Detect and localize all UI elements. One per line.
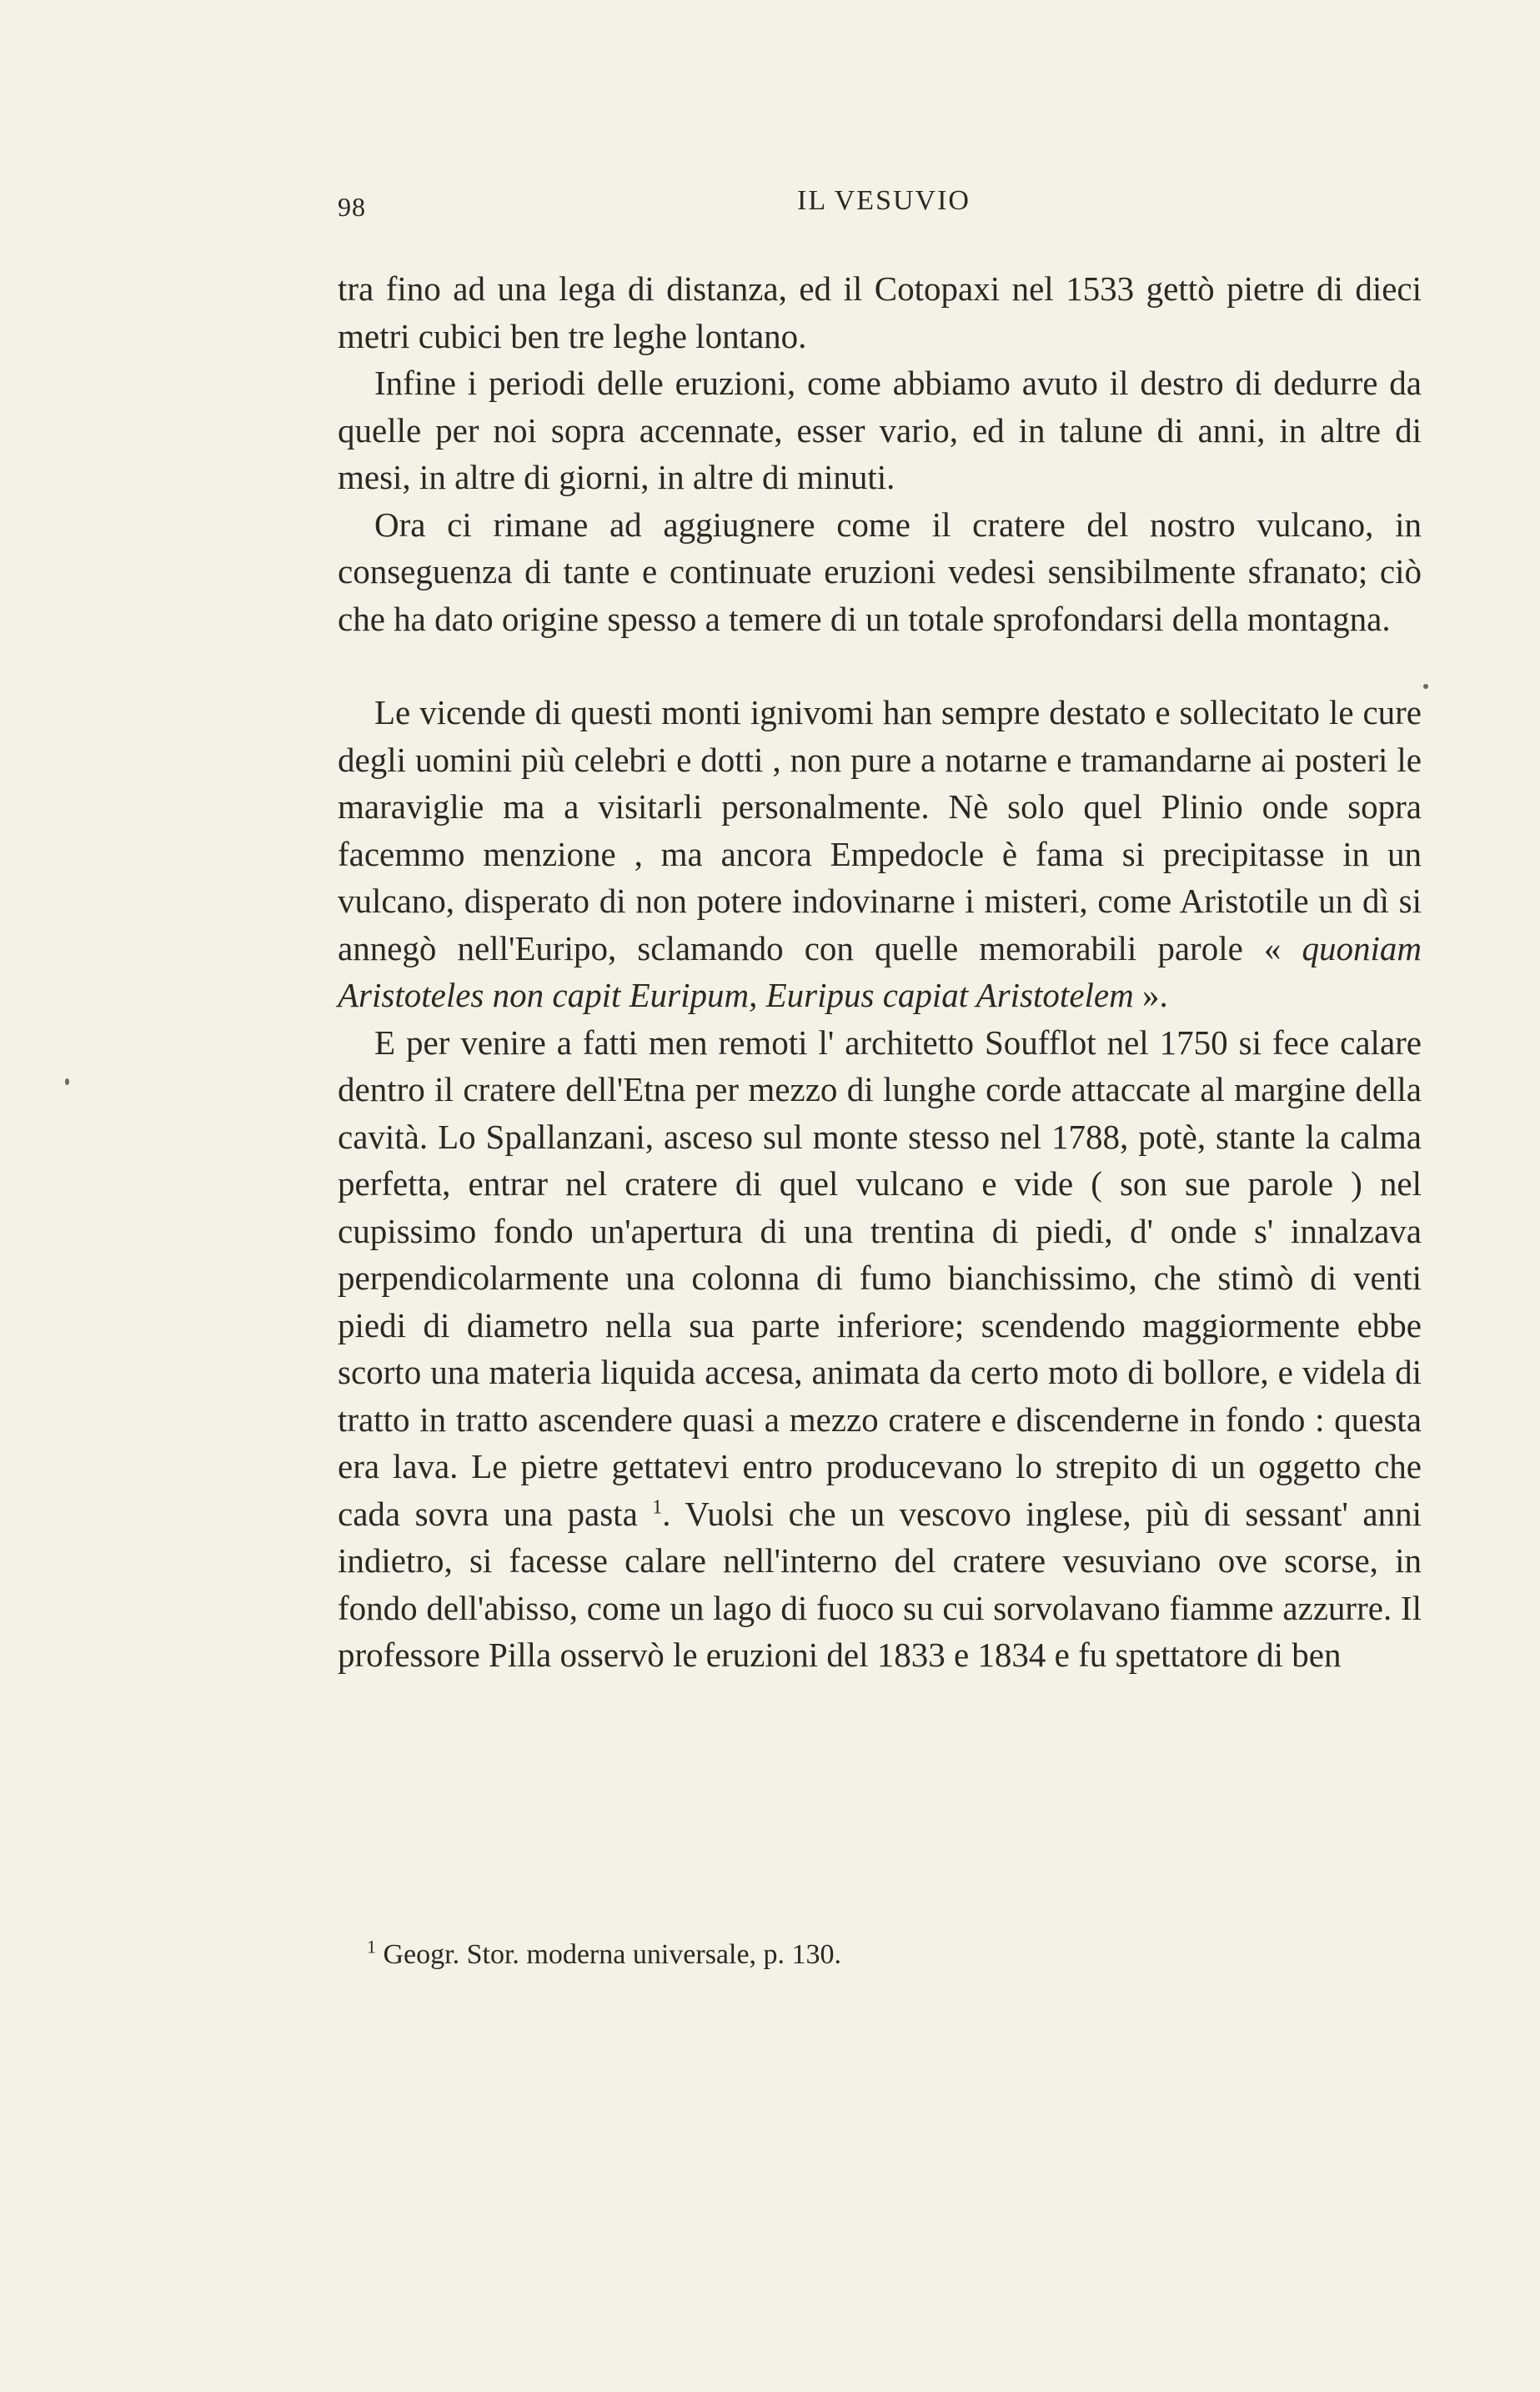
footnote-mark: 1 (367, 1936, 376, 1957)
paragraph-continuation: tra fino ad una lega di distanza, ed il Cotopaxi nel 1533 gettò pietre di dieci metri cubici ben tre leghe lontano. (338, 269, 1422, 355)
paragraph-crater-collapse: Ora ci rimane ad aggiugnere come il cratere del nostro vulcano, in conseguenza di tante e continuate eruzioni vedesi sensibilmente sfranato; ciò che ha dato origine spesso a temere di un totale sprofondarsi della montagna. (338, 505, 1422, 638)
paragraph-eruption-periods: Infine i periodi delle eruzioni, come abbiamo avuto il destro di dedurre da quelle per noi sopra accennate, esser vario, ed in talune di anni, in altre di mesi, in altre di giorni, in altre di minuti. (338, 364, 1422, 496)
latin-quote: quoniam Aristoteles non capit Euripum, Euripus capiat Aristotelem (338, 928, 1422, 1014)
page-header (338, 185, 1430, 227)
paragraph-famous-visitors (338, 689, 1422, 1019)
footnote (367, 1937, 1417, 1973)
page-number: 98 (338, 192, 366, 222)
body-text (338, 265, 1422, 1679)
paragraph-crater-explorers (338, 1019, 1422, 1679)
paper-speck (65, 1078, 69, 1085)
paragraph-text: Le vicende di questi monti ignivomi han sempre destato e sollecitato le cure degli uomini più celebri e dotti , non pure a notarne e tramandarne ai posteri le maraviglie ma a visitarli personalmente. Nè solo quel Plinio onde sopra facemmo menzione , ma ancora Empedocle è fama si precipitasse in un vulcano, disperato di non potere indovinarne i misteri, come Aristotile un dì si annegò nell'Euripo, sclamando con quelle memorabili parole « (338, 693, 1422, 967)
paragraph-text-end: ». (1141, 976, 1168, 1014)
paper-speck (1423, 684, 1428, 689)
footnote-reference[interactable]: 1 (652, 1495, 663, 1518)
footnote-text: Geogr. Stor. moderna universale, p. 130. (383, 1939, 842, 1970)
paragraph-text-end: . Vuolsi che un vescovo inglese, più di sessant' anni indietro, si facesse calare nell'interno del cratere vesuviano ove scorse, in fondo dell'abisso, come un lago di fuoco su cui sorvolavano fiamme azzurre. Il professore Pilla osservò le eruzioni del 1833 e 1834 e fu spettatore di ben (338, 1494, 1422, 1674)
paragraph-text: E per venire a fatti men remoti l' architetto Soufflot nel 1750 si fece calare dentro il cratere dell'Etna per mezzo di lunghe corde attaccate al margine della cavità. Lo Spallanzani, asceso sul monte stesso nel 1788, potè, stante la calma perfetta, entrar nel cratere di quel vulcano e vide ( son sue parole ) nel cupissimo fondo un'apertura di una trentina di piedi, d' onde s' innalzava perpendicolarmente una colonna di fumo bianchissimo, che stimò di venti piedi di diametro nella sua parte inferiore; scendendo maggiormente ebbe scorto una materia liquida accesa, animata da certo moto di bollore, e videla di tratto in tratto ascendere quasi a mezzo cratere e discenderne in fondo : questa era lava. Le pietre gettatevi entro producevano lo strepito di un oggetto che cada sovra una pasta (338, 1023, 1422, 1533)
running-title: IL VESUVIO (797, 185, 971, 216)
